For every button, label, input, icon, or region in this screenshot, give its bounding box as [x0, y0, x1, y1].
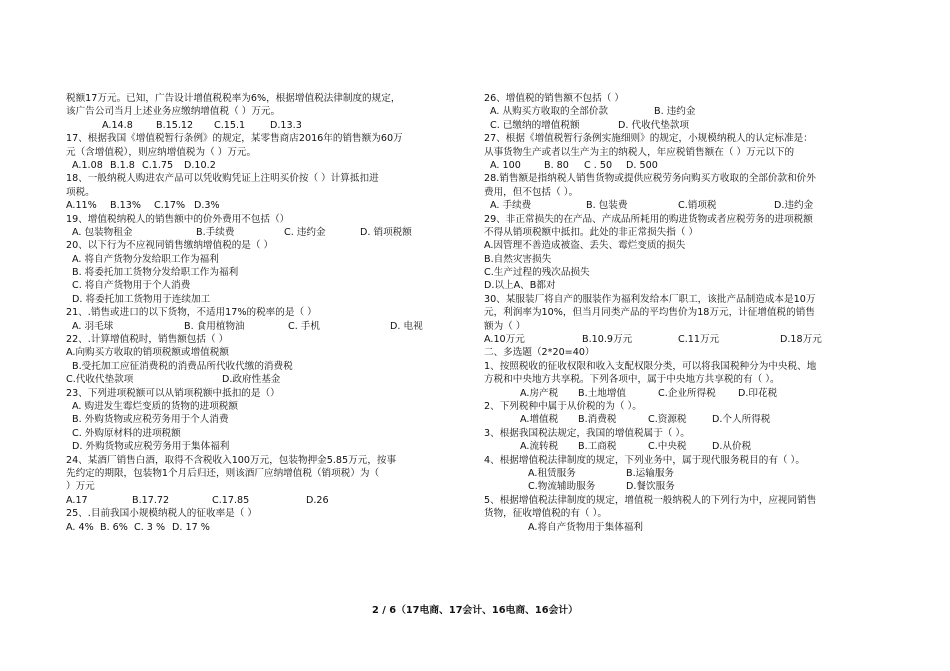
text-line: B.受托加工应征消费税的消费品所代收代缴的消费税 [72, 360, 293, 372]
text-line: D. 外购货物或应税劳务用于集体福利 [72, 441, 230, 453]
option-item: C. 3 % [134, 521, 166, 533]
text-line: 22、.计算增值税时，销售额包括（ ） [66, 334, 229, 346]
text-line: A.因管理不善造成被盗、丢失、霉烂变质的损失 [484, 240, 686, 252]
text-line: 23、下列进项税额可以从销项税额中抵扣的是（） [66, 387, 280, 399]
option-item: D.政府性基金 [222, 374, 281, 386]
text-line: 税额17万元。已知，广告设计增值税税率为6%，根据增值税法律制度的规定， [66, 93, 401, 104]
option-item: A. 羽毛球 [72, 320, 114, 332]
option-item: A.增值税 [520, 414, 559, 426]
option-item: C.企业所得税 [658, 387, 716, 399]
option-item: D.3% [194, 200, 220, 212]
text-line: 费用，但不包括（ ）。 [484, 186, 579, 198]
option-item: A. 手续费 [490, 200, 532, 212]
option-item: D.13.3 [270, 119, 302, 131]
option-item: D.餐饮服务 [626, 481, 675, 493]
option-item: A.10万元 [484, 334, 525, 346]
option-row [484, 119, 902, 132]
option-item: B.13% [110, 200, 141, 212]
page-footer: 2 / 6（17电商、17会计、16电商、16会计） [372, 605, 578, 616]
text-line: 项税。 [66, 186, 95, 198]
option-row [66, 226, 476, 239]
option-item: C. 已缴纳的增值税额 [490, 119, 580, 131]
option-row [484, 387, 902, 400]
option-item: B.消费税 [578, 414, 617, 426]
option-item: A.流转税 [520, 441, 559, 453]
option-item: A.14.8 [102, 119, 133, 131]
option-item: C.代收代垫款项 [66, 374, 134, 386]
option-item: C.资源税 [648, 414, 687, 426]
option-item: C.17% [154, 200, 186, 212]
option-item: C.15.1 [214, 119, 246, 131]
text-line: B. 将委托加工货物分发给职工作为福利 [72, 267, 239, 279]
option-row [66, 521, 476, 534]
option-item: C.销项税 [678, 200, 717, 212]
right-column [484, 92, 902, 534]
option-item: D. 17 % [172, 521, 210, 533]
option-item: A.1.08 [72, 159, 103, 171]
text-line: 2、下列税种中属于从价税的为（ ）。 [484, 400, 642, 412]
option-item: A.房产税 [520, 387, 559, 399]
text-line: 1、按照税收的征收权限和收入支配权限分类，可以将我国税种分为中央税、地 [484, 360, 817, 372]
text-line: 从事货物生产或者以生产为主的纳税人，年应税销售额在（ ）万元以下的 [484, 146, 795, 158]
text-line: 19、增值税纳税人的销售额中的价外费用不包括（） [66, 213, 290, 225]
option-item: B.工商税 [578, 441, 617, 453]
text-line: ）万元 [66, 481, 95, 493]
left-column [66, 92, 476, 534]
option-item: D. 500 [626, 159, 658, 171]
option-item: B.1.8 [110, 159, 135, 171]
text-line: C.生产过程的残次品损失 [484, 267, 590, 279]
text-line: 3、根据我国税法规定，我国的增值税属于（ ）。 [484, 427, 690, 439]
option-item: D.18万元 [780, 334, 822, 346]
text-line: 额为（ ） [484, 320, 526, 332]
text-line: 方税和中央地方共享税。下列各项中，属于中央地方共享税的有（ ）。 [484, 374, 780, 386]
option-item: C.11万元 [678, 334, 720, 346]
option-row [484, 413, 902, 426]
text-line: 元，利润率为10%，但当月同类产品的平均售价为18万元，计征增值税的销售 [484, 307, 815, 319]
text-line: A. 购进发生霉烂变质的货物的进项税额 [72, 400, 238, 412]
option-row [66, 119, 476, 132]
text-line: 先约定的期限，包装物1个月后归还，则该酒厂应纳增值税（销项税）为（ [66, 467, 380, 479]
option-row [484, 105, 902, 118]
text-line: C. 将自产货物用于个人消费 [72, 280, 191, 292]
option-item: D. 销项税额 [360, 226, 412, 238]
option-item: C.中央税 [648, 441, 687, 453]
text-line: 29、非正常损失的在产品、产成品所耗用的购进货物或者应税劳务的进项税额 [484, 213, 813, 225]
option-item: C.物流辅助服务 [528, 481, 596, 493]
text-line: 25、.目前我国小规模纳税人的征收率是（ ） [66, 508, 257, 520]
text-line: 20、以下行为不应视同销售缴纳增值税的是（ ） [66, 240, 274, 252]
option-item: C . 50 [584, 159, 613, 171]
option-row [484, 440, 902, 453]
option-item: A.租赁服务 [528, 467, 576, 479]
option-row [66, 494, 476, 507]
option-item: B.运输服务 [626, 467, 675, 479]
option-row [484, 467, 902, 480]
option-item: D.26 [306, 494, 329, 506]
text-line: 元（含增值税），则应纳增值税为（ ）万元。 [66, 146, 257, 158]
option-item: B.15.12 [156, 119, 194, 131]
text-line: 30、某服装厂将自产的服装作为福利发给本厂职工，该批产品制造成本是10万 [484, 293, 816, 305]
text-line: 18、一般纳税人购进农产品可以凭收购凭证上注明买价按（ ）计算抵扣进 [66, 173, 379, 185]
option-item: D.10.2 [184, 159, 216, 171]
option-item: C.17.85 [212, 494, 250, 506]
option-item: B.17.72 [132, 494, 170, 506]
text-line: 24、某酒厂销售白酒，取得不含税收入100万元，包装物押金5.85万元，按事 [66, 454, 397, 466]
option-item: D. 电视 [390, 320, 423, 332]
option-item: D.个人所得税 [712, 414, 771, 426]
text-line: D.以上A、B都对 [484, 280, 556, 292]
option-item: B.手续费 [196, 226, 235, 238]
text-line: 该广告公司当月上述业务应缴纳增值税（ ）万元。 [66, 106, 281, 118]
text-line: 二、多选题（2*20=40） [484, 347, 595, 359]
text-line: 27、根据《增值税暂行条例实施细则》的规定，小规模纳税人的认定标准是： [484, 133, 813, 145]
option-row [66, 159, 476, 172]
option-item: D.从价税 [712, 441, 752, 453]
text-line: 货物，征收增值税的有（ ）。 [484, 508, 607, 520]
option-item: C.1.75 [142, 159, 174, 171]
text-line: 不得从销项税额中抵扣。此处的非正常损失指（ ） [484, 226, 699, 238]
text-line: D. 将委托加工货物用于连续加工 [72, 293, 211, 305]
option-item: D. 代收代垫款项 [618, 119, 690, 131]
option-item: B. 包装费 [586, 200, 628, 212]
option-item: A. 包装物租金 [72, 226, 133, 238]
text-line: B. 外购货物或应税劳务用于个人消费 [72, 414, 229, 426]
option-item: A. 100 [490, 159, 521, 171]
option-item: A.11% [66, 200, 97, 212]
text-line: C. 外购原材料的进项税额 [72, 427, 181, 439]
option-item: B.10.9万元 [582, 334, 633, 346]
option-item: D.印花税 [738, 387, 778, 399]
option-item: A. 从购买方收取的全部价款 [490, 106, 609, 118]
option-item: B. 6% [100, 521, 128, 533]
text-line: B.自然灾害损失 [484, 253, 552, 265]
text-line: 28.销售额是指纳税人销售货物或提供应税劳务向购买方收取的全部价款和价外 [484, 173, 816, 185]
option-row [66, 373, 476, 386]
option-item: C. 手机 [288, 320, 320, 332]
option-row [66, 320, 476, 333]
text-line: A.将自产货物用于集体福利 [528, 521, 643, 533]
option-row [484, 333, 902, 346]
text-line: 21、.销售或进口的以下货物，不适用17%的税率的是（ ） [66, 307, 317, 319]
option-item: C. 违约金 [284, 226, 326, 238]
option-row [484, 159, 902, 172]
option-item: B. 违约金 [654, 106, 696, 118]
option-item: B. 食用植物油 [184, 320, 245, 332]
text-line: 26、增值税的销售额不包括（ ） [484, 93, 624, 104]
option-row [484, 480, 902, 493]
option-row [484, 199, 902, 212]
text-line: A.向购买方收取的销项税额或增值税额 [66, 347, 229, 359]
option-row [66, 199, 476, 212]
option-item: A. 4% [66, 521, 94, 533]
text-line: A. 将自产货物分发给职工作为福利 [72, 253, 219, 265]
text-line: 5、根据增值税法律制度的规定，增值税一般纳税人的下列行为中，应视同销售 [484, 494, 817, 506]
option-item: B. 80 [544, 159, 569, 171]
option-item: A.17 [66, 494, 88, 506]
option-item: D.违约金 [774, 200, 814, 212]
text-line: 17、根据我国《增值税暂行条例》的规定，某零售商店2016年的销售额为60万 [66, 133, 403, 145]
option-item: B.土地增值 [578, 387, 627, 399]
text-line: 4、根据增值税法律制度的规定，下列业务中，属于现代服务税目的有（ ）。 [484, 454, 805, 466]
